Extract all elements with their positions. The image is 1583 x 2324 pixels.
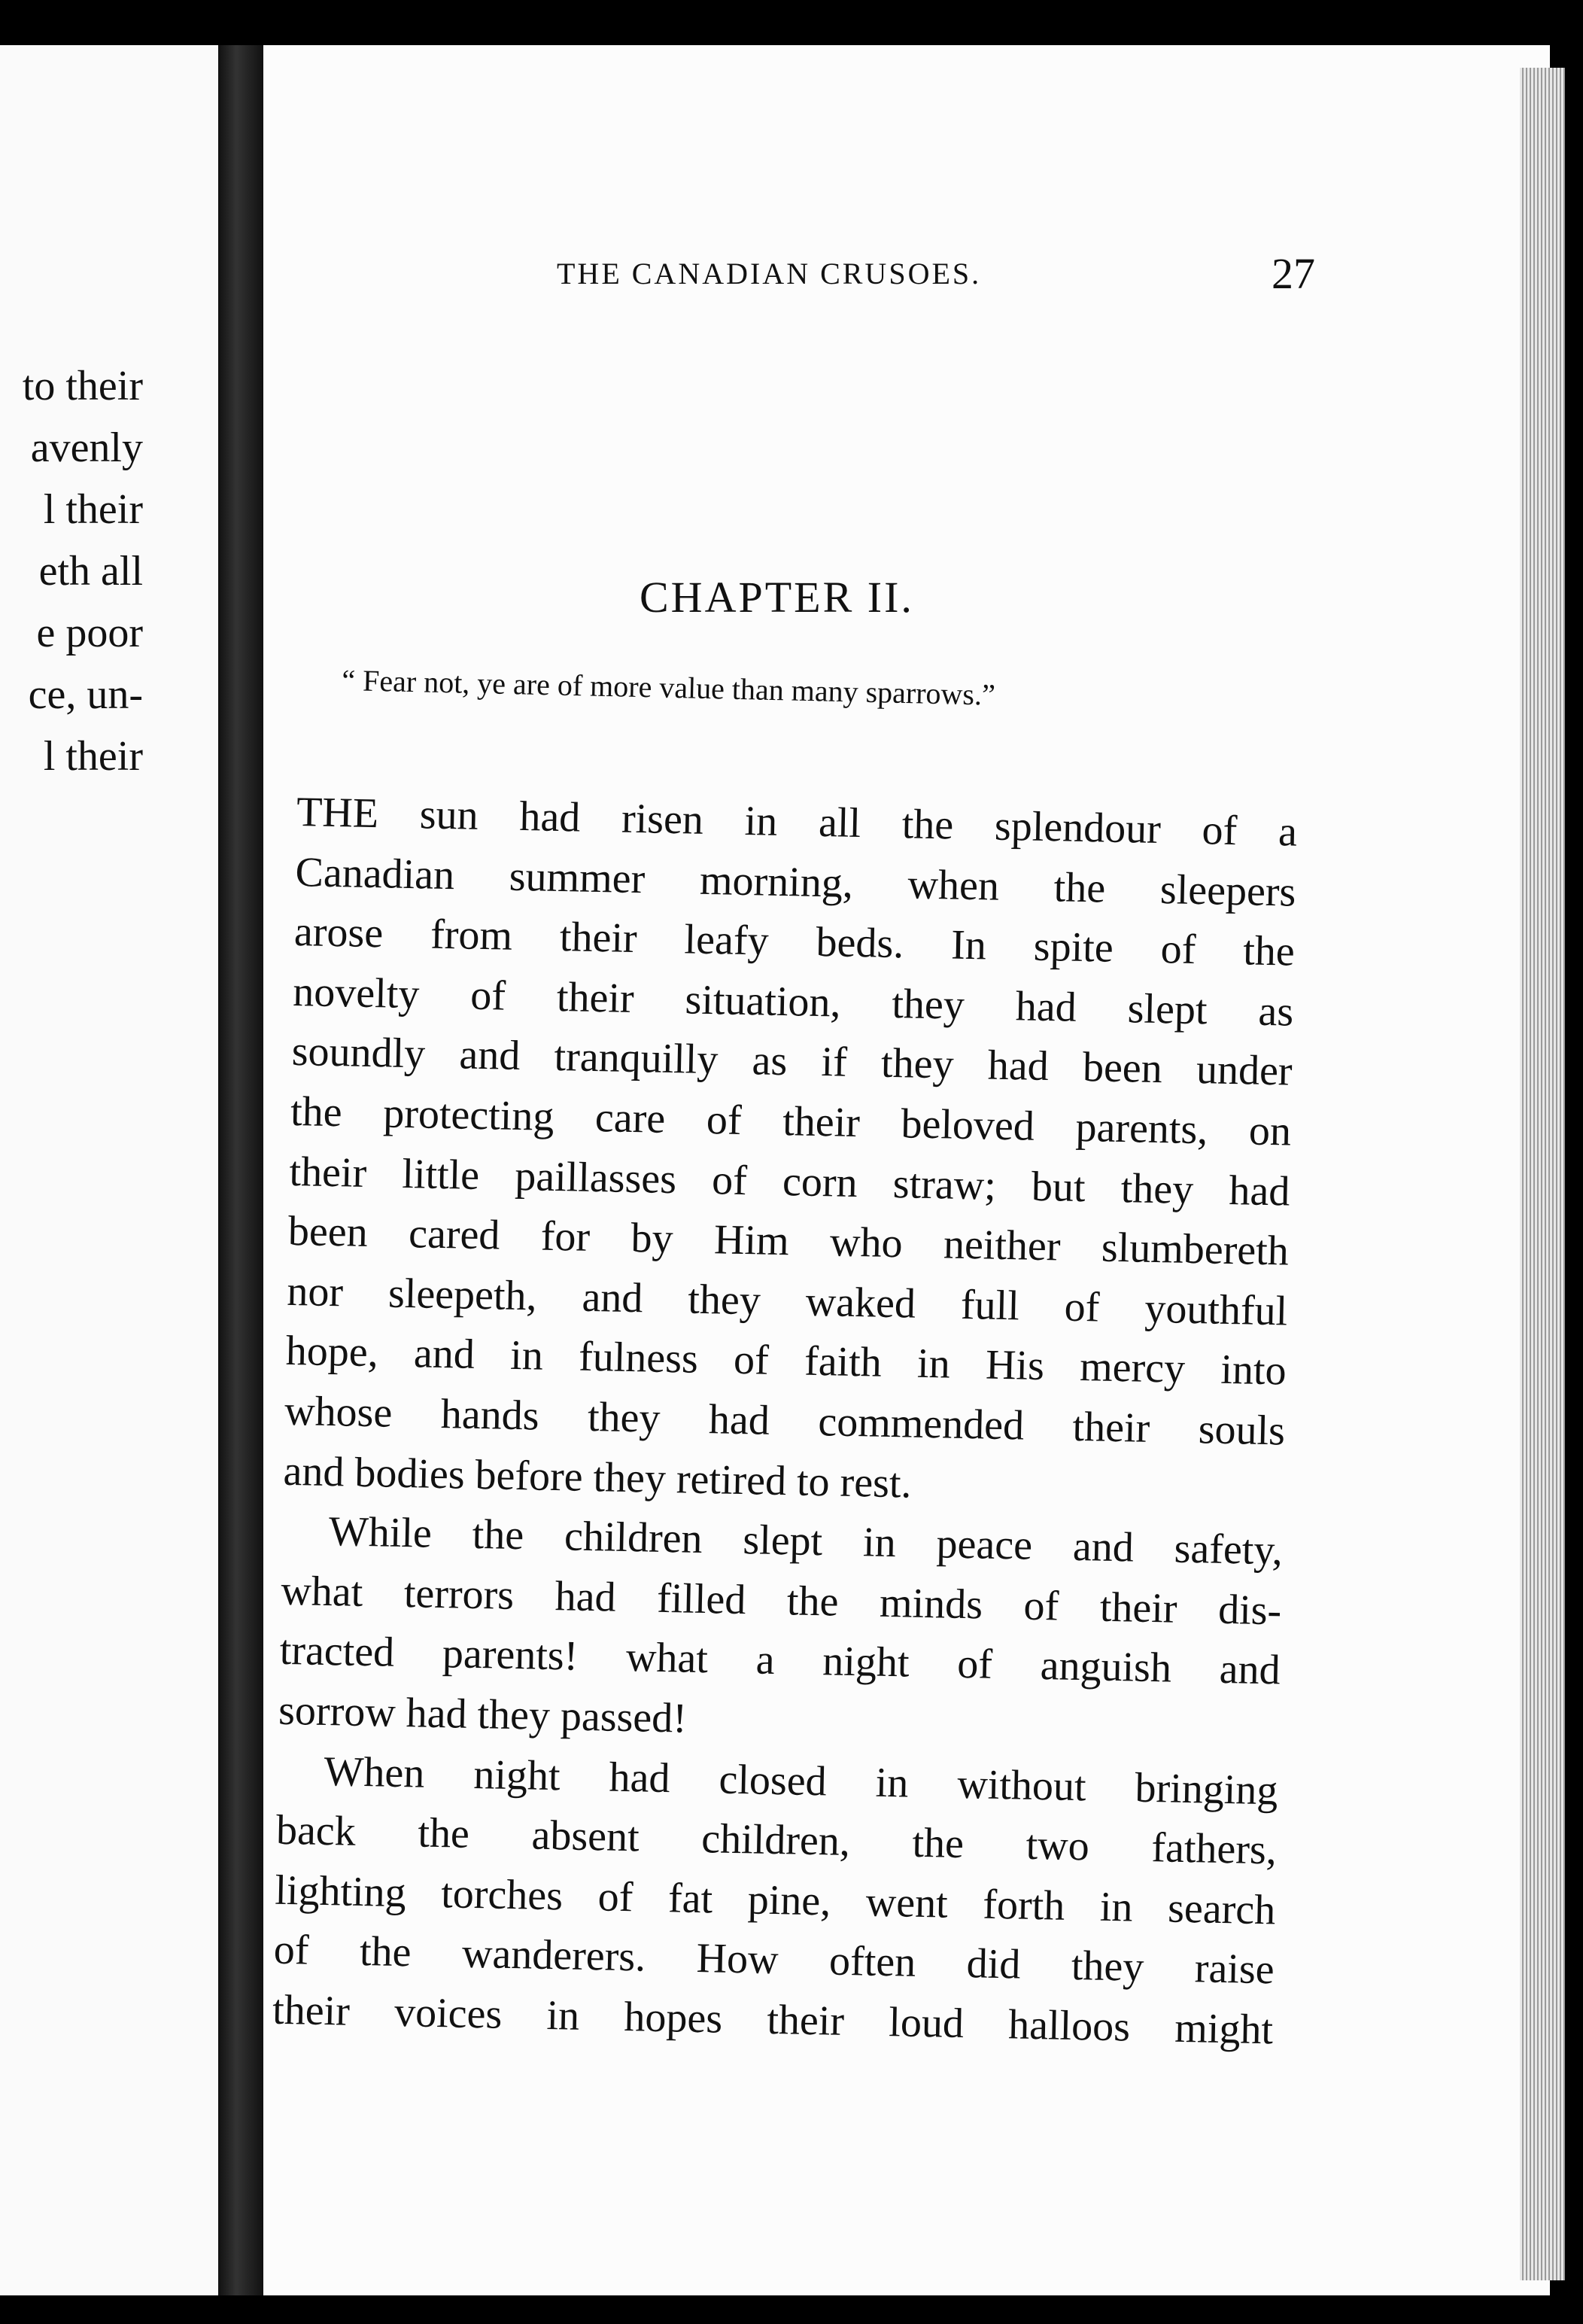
text-line: their voices in hopes their loud halloos might: [272, 1986, 1274, 2054]
left-page-text-fragment: avenly: [30, 424, 143, 471]
text-line: what terrors had filled the minds of their dis-: [280, 1567, 1282, 1635]
text-line: tracted parents! what a night of anguish and: [279, 1627, 1281, 1694]
epigraph: “ Fear not, ye are of more value than many sparrows.”: [341, 662, 996, 712]
left-page: [0, 45, 218, 2295]
text-line: and bodies before they retired to rest.: [283, 1447, 913, 1507]
text-line: novelty of their situation, they had slept as: [292, 968, 1294, 1036]
text-line: lighting torches of fat pine, went forth in search: [274, 1866, 1276, 1934]
text-line: When night had closed in without bringing: [324, 1748, 1279, 1814]
text-line: Canadian summer morning, when the sleepers: [294, 848, 1296, 916]
text-line: soundly and tranquilly as if they had been under: [291, 1028, 1293, 1095]
paragraph: [278, 1501, 1283, 1761]
running-head: THE CANADIAN CRUSOES.: [557, 257, 982, 290]
paragraph: [272, 1741, 1278, 2061]
text-line: arose from their leafy beds. In spite of the: [293, 908, 1296, 975]
chapter-title: CHAPTER II.: [640, 573, 914, 622]
text-line: of the wanderers. How often did they raise: [273, 1926, 1275, 1994]
book-gutter: [218, 45, 263, 2295]
text-line: back the absent children, the two fathers,: [275, 1806, 1278, 1874]
text-line: THE sun had risen in all the splendour of a: [296, 788, 1298, 856]
left-page-text-fragment: l their: [43, 486, 143, 533]
text-line: their little paillasses of corn straw; but they had: [289, 1148, 1290, 1215]
left-page-text-fragment: to their: [22, 363, 143, 409]
paragraph: [283, 783, 1298, 1522]
left-page-text-fragment: eth all: [38, 548, 143, 595]
body-text: [272, 783, 1297, 2061]
left-page-text-fragment: e poor: [36, 610, 143, 656]
page-number: 27: [1272, 249, 1315, 298]
text-line: While the children slept in peace and safety,: [328, 1508, 1284, 1574]
page-edges: [1520, 68, 1565, 2280]
text-line: hope, and in fulness of faith in His mercy into: [285, 1328, 1287, 1395]
text-line: sorrow had they passed!: [278, 1687, 688, 1742]
left-page-text-fragment: l their: [43, 733, 143, 780]
left-page-text-fragment: ce, un-: [28, 671, 143, 718]
text-line: nor sleepeth, and they waked full of youthful: [286, 1267, 1288, 1335]
text-line: been cared for by Him who neither slumbereth: [287, 1208, 1290, 1275]
text-line: the protecting care of their beloved parents, on: [290, 1087, 1292, 1155]
text-line: whose hands they had commended their souls: [284, 1387, 1286, 1455]
